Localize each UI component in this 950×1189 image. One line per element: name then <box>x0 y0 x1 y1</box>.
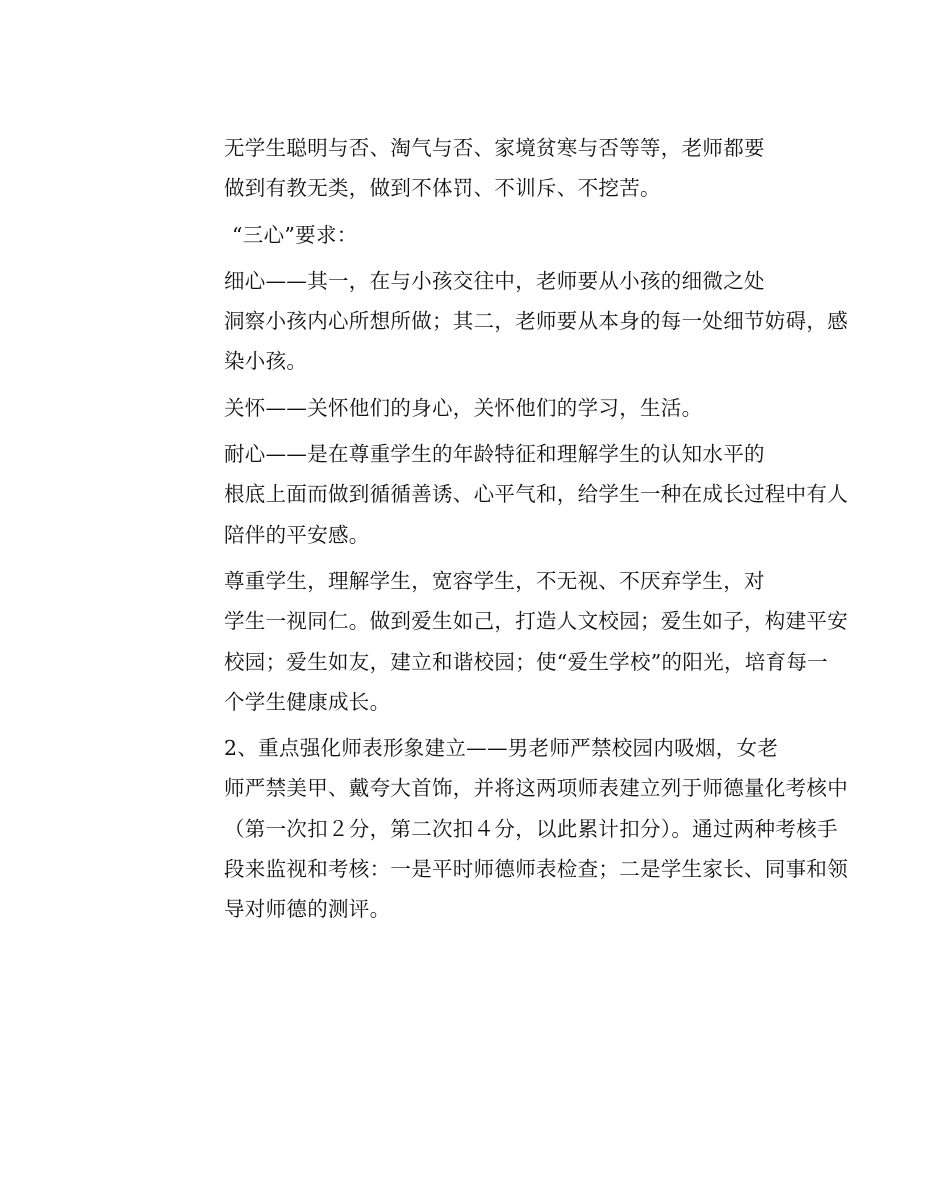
text-line: 段来监视和考核：一是平时师德师表检查；二是学生家长、同事和领 <box>224 857 848 882</box>
paragraph-teacher-image <box>141 728 848 929</box>
text-line: 做到有教无类，做到不体罚、不训斥、不挖苦。 <box>224 176 661 201</box>
text-line: 2、重点强化师表形象建立——男老师严禁校园内吸烟，女老 <box>224 736 779 761</box>
text-line: 耐心——是在尊重学生的年龄特征和理解学生的认知水平的 <box>224 442 765 467</box>
text-line: 无学生聪明与否、淘气与否、家境贫寒与否等等，老师都要 <box>224 136 765 160</box>
paragraph-careful-heart <box>141 261 848 382</box>
text-line: （第一次扣２分，第二次扣４分，以此累计扣分）。通过两种考核手 <box>224 816 838 841</box>
text-line: 导对师德的测评。 <box>224 897 391 922</box>
paragraph-respect-students <box>141 561 848 722</box>
section-heading-three-hearts <box>141 215 803 255</box>
text-line: 关怀——关怀他们的身心，关怀他们的学习，生活。 <box>224 395 703 420</box>
paragraph-no-discrimination <box>141 128 803 209</box>
paragraph-patient-heart <box>141 434 848 555</box>
text-line: 细心——其一，在与小孩交往中，老师要从小孩的细微之处 <box>224 268 765 293</box>
text-line: 尊重学生，理解学生，宽容学生，不无视、不厌弃学生，对 <box>224 568 765 593</box>
text-line: 个学生健康成长。 <box>224 689 391 714</box>
text-line: 陪伴的平安感。 <box>224 522 370 547</box>
text-line: 师严禁美甲、戴夸大首饰，并将这两项师表建立列于师德量化考核中 <box>224 776 848 801</box>
text-line: “三心”要求： <box>232 222 358 247</box>
text-line: 洞察小孩内心所想所做；其二，老师要从本身的每一处细节妨碍，感 <box>224 309 848 334</box>
paragraph-caring-heart <box>141 388 803 428</box>
document-body <box>141 128 848 936</box>
text-line: 学生一视同仁。做到爱生如己，打造人文校园；爱生如子，构建平安 <box>224 609 848 634</box>
text-line: 校园；爱生如友，建立和谐校园；使“爱生学校”的阳光，培育每一 <box>224 649 828 674</box>
text-line: 染小孩。 <box>224 349 308 374</box>
text-line: 根底上面而做到循循善诱、心平气和，给学生一种在成长过程中有人 <box>224 482 848 507</box>
